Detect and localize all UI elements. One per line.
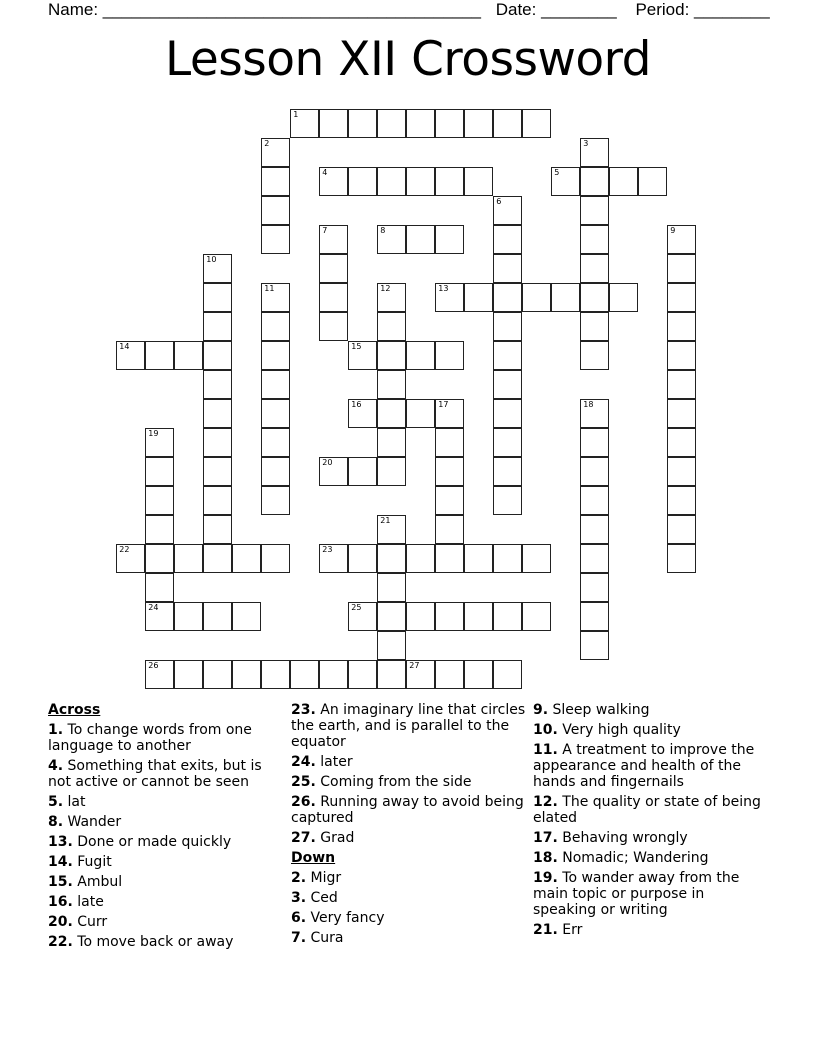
clue-number: 25 xyxy=(351,603,362,613)
grid-cell[interactable] xyxy=(406,544,435,573)
grid-cell[interactable] xyxy=(580,312,609,341)
clue-text: Coming from the side xyxy=(320,774,472,790)
clue-number: 12 xyxy=(380,284,391,294)
grid-cell[interactable] xyxy=(580,457,609,486)
across-clue xyxy=(48,874,288,890)
grid-cell[interactable] xyxy=(145,515,174,544)
clue-number: 22 xyxy=(119,545,130,555)
grid-cell[interactable] xyxy=(667,370,696,399)
across-clue xyxy=(48,834,288,850)
clue-text: Wander xyxy=(67,814,122,830)
period-field[interactable]: Period: ________ xyxy=(635,0,770,19)
grid-cell[interactable] xyxy=(638,167,667,196)
grid-cell[interactable] xyxy=(261,660,290,689)
clue-number-label: 8. xyxy=(48,814,64,830)
grid-cell[interactable] xyxy=(406,602,435,631)
grid-cell[interactable] xyxy=(580,544,609,573)
grid-cell[interactable] xyxy=(435,341,464,370)
clue-text: Migr xyxy=(310,870,342,886)
clue-number-label: 17. xyxy=(533,830,558,846)
clue-text: Nomadic; Wandering xyxy=(562,850,709,866)
grid-cell[interactable] xyxy=(319,312,348,341)
grid-cell[interactable] xyxy=(145,573,174,602)
grid-cell[interactable] xyxy=(464,544,493,573)
grid-cell[interactable] xyxy=(145,660,174,689)
clue-text: late xyxy=(77,894,104,910)
grid-cell[interactable] xyxy=(493,254,522,283)
clue-text: Ced xyxy=(310,890,338,906)
grid-cell[interactable] xyxy=(435,109,464,138)
grid-cell[interactable] xyxy=(580,283,609,312)
clue-text: An imaginary line that circles the earth, and is parallel to the equator xyxy=(291,702,526,750)
grid-cell[interactable] xyxy=(464,660,493,689)
grid-cell[interactable] xyxy=(580,515,609,544)
grid-cell[interactable] xyxy=(348,341,377,370)
clue-text: To wander away from the main topic or purpose in speaking or writing xyxy=(533,870,740,918)
grid-cell[interactable] xyxy=(348,399,377,428)
clue-text: Done or made quickly xyxy=(77,834,232,850)
clue-number-label: 22. xyxy=(48,934,73,950)
grid-cell[interactable] xyxy=(261,167,290,196)
grid-cell[interactable] xyxy=(667,428,696,457)
grid-cell[interactable] xyxy=(232,544,261,573)
clue-number-label: 2. xyxy=(291,870,307,886)
grid-cell[interactable] xyxy=(232,602,261,631)
grid-cell[interactable] xyxy=(493,341,522,370)
grid-cell[interactable] xyxy=(580,399,609,428)
grid-cell[interactable] xyxy=(203,399,232,428)
clue-text: Something that exits, but is not active or cannot be seen xyxy=(48,758,262,790)
grid-cell[interactable] xyxy=(377,573,406,602)
grid-cell[interactable] xyxy=(203,486,232,515)
across-clue xyxy=(48,914,288,930)
grid-cell[interactable] xyxy=(261,428,290,457)
grid-cell[interactable] xyxy=(377,631,406,660)
grid-cell[interactable] xyxy=(493,225,522,254)
grid-cell[interactable] xyxy=(116,341,145,370)
grid-cell[interactable] xyxy=(319,225,348,254)
grid-cell[interactable] xyxy=(348,457,377,486)
grid-cell[interactable] xyxy=(406,225,435,254)
across-clue xyxy=(291,774,531,790)
clue-number-label: 24. xyxy=(291,754,316,770)
grid-cell[interactable] xyxy=(377,515,406,544)
grid-cell[interactable] xyxy=(580,196,609,225)
grid-cell[interactable] xyxy=(377,602,406,631)
grid-cell[interactable] xyxy=(435,428,464,457)
grid-cell[interactable] xyxy=(406,109,435,138)
grid-cell[interactable] xyxy=(145,486,174,515)
worksheet-header xyxy=(48,0,774,20)
grid-cell[interactable] xyxy=(667,515,696,544)
clue-text: To change words from one language to another xyxy=(48,722,252,754)
clue-number: 9 xyxy=(670,226,676,236)
grid-cell[interactable] xyxy=(319,167,348,196)
clue-number: 26 xyxy=(148,661,159,671)
clue-number: 23 xyxy=(322,545,333,555)
clue-number: 4 xyxy=(322,168,328,178)
grid-cell[interactable] xyxy=(551,167,580,196)
across-clue xyxy=(48,934,288,950)
clue-number: 10 xyxy=(206,255,217,265)
grid-cell[interactable] xyxy=(464,109,493,138)
clue-number: 7 xyxy=(322,226,328,236)
clue-number: 11 xyxy=(264,284,275,294)
grid-cell[interactable] xyxy=(377,312,406,341)
clue-text: Curr xyxy=(77,914,108,930)
grid-cell[interactable] xyxy=(319,283,348,312)
clue-text: Cura xyxy=(310,930,344,946)
clue-text: To move back or away xyxy=(77,934,234,950)
grid-cell[interactable] xyxy=(464,283,493,312)
clue-text: Fugit xyxy=(77,854,112,870)
across-clue xyxy=(48,794,288,810)
down-clue xyxy=(291,870,531,886)
grid-cell[interactable] xyxy=(377,283,406,312)
grid-cell[interactable] xyxy=(290,109,319,138)
grid-cell[interactable] xyxy=(406,399,435,428)
clue-number-label: 14. xyxy=(48,854,73,870)
clue-number-label: 1. xyxy=(48,722,64,738)
grid-cell[interactable] xyxy=(406,167,435,196)
clue-number: 5 xyxy=(554,168,560,178)
grid-cell[interactable] xyxy=(348,602,377,631)
grid-cell[interactable] xyxy=(493,196,522,225)
grid-cell[interactable] xyxy=(493,457,522,486)
clue-number-label: 21. xyxy=(533,922,558,938)
clue-text: lat xyxy=(67,794,86,810)
grid-cell[interactable] xyxy=(580,486,609,515)
clue-number-label: 26. xyxy=(291,794,316,810)
grid-cell[interactable] xyxy=(377,544,406,573)
grid-cell[interactable] xyxy=(348,109,377,138)
grid-cell[interactable] xyxy=(435,399,464,428)
grid-cell[interactable] xyxy=(319,254,348,283)
grid-cell[interactable] xyxy=(406,660,435,689)
grid-cell[interactable] xyxy=(203,544,232,573)
grid-cell[interactable] xyxy=(261,138,290,167)
grid-cell[interactable] xyxy=(580,167,609,196)
clue-number-label: 25. xyxy=(291,774,316,790)
down-clue xyxy=(533,742,768,790)
across-clue xyxy=(48,854,288,870)
grid-cell[interactable] xyxy=(435,283,464,312)
grid-cell[interactable] xyxy=(290,660,319,689)
grid-cell[interactable] xyxy=(435,660,464,689)
grid-cell[interactable] xyxy=(493,109,522,138)
down-clue xyxy=(291,910,531,926)
grid-cell[interactable] xyxy=(319,457,348,486)
clue-text: Behaving wrongly xyxy=(562,830,688,846)
grid-cell[interactable] xyxy=(261,341,290,370)
grid-cell[interactable] xyxy=(261,225,290,254)
grid-cell[interactable] xyxy=(174,660,203,689)
clue-number-label: 11. xyxy=(533,742,558,758)
grid-cell[interactable] xyxy=(667,254,696,283)
grid-cell[interactable] xyxy=(203,428,232,457)
across-clue xyxy=(48,722,288,754)
across-clue xyxy=(48,814,288,830)
grid-cell[interactable] xyxy=(348,167,377,196)
clue-text: A treatment to improve the appearance and health of the hands and fingernails xyxy=(533,742,755,790)
clue-number-label: 13. xyxy=(48,834,73,850)
down-clue xyxy=(291,890,531,906)
grid-cell[interactable] xyxy=(667,341,696,370)
clue-number: 14 xyxy=(119,342,130,352)
clue-number-label: 12. xyxy=(533,794,558,810)
grid-cell[interactable] xyxy=(261,196,290,225)
grid-cell[interactable] xyxy=(580,428,609,457)
grid-cell[interactable] xyxy=(522,109,551,138)
grid-cell[interactable] xyxy=(464,602,493,631)
clue-number-label: 3. xyxy=(291,890,307,906)
clue-number: 21 xyxy=(380,516,391,526)
name-field[interactable]: Name: ________________________________________ xyxy=(48,0,481,19)
grid-cell[interactable] xyxy=(203,254,232,283)
down-clue xyxy=(533,830,768,846)
grid-cell[interactable] xyxy=(667,312,696,341)
clues-column-1 xyxy=(48,702,288,954)
grid-cell[interactable] xyxy=(145,544,174,573)
clue-number-label: 27. xyxy=(291,830,316,846)
grid-cell[interactable] xyxy=(348,660,377,689)
across-clue xyxy=(291,830,531,846)
clue-number-label: 6. xyxy=(291,910,307,926)
clue-number: 8 xyxy=(380,226,386,236)
grid-cell[interactable] xyxy=(667,283,696,312)
grid-cell[interactable] xyxy=(174,544,203,573)
grid-cell[interactable] xyxy=(377,341,406,370)
down-heading: Down xyxy=(291,850,336,866)
across-clue xyxy=(291,794,531,826)
clue-number-label: 9. xyxy=(533,702,549,718)
grid-cell[interactable] xyxy=(261,457,290,486)
grid-cell[interactable] xyxy=(377,225,406,254)
clue-text: Running away to avoid being captured xyxy=(291,794,524,826)
grid-cell[interactable] xyxy=(377,167,406,196)
clue-text: Very high quality xyxy=(562,722,681,738)
grid-cell[interactable] xyxy=(580,138,609,167)
clue-number: 19 xyxy=(148,429,159,439)
grid-cell[interactable] xyxy=(667,486,696,515)
grid-cell[interactable] xyxy=(232,660,261,689)
grid-cell[interactable] xyxy=(493,602,522,631)
clue-text: later xyxy=(320,754,353,770)
clues-column-3 xyxy=(533,702,768,942)
grid-cell[interactable] xyxy=(580,254,609,283)
grid-cell[interactable] xyxy=(145,457,174,486)
grid-cell[interactable] xyxy=(406,341,435,370)
grid-cell[interactable] xyxy=(522,544,551,573)
grid-cell[interactable] xyxy=(203,515,232,544)
grid-cell[interactable] xyxy=(493,660,522,689)
clue-number: 3 xyxy=(583,139,589,149)
across-clue xyxy=(291,754,531,770)
down-clue xyxy=(291,930,531,946)
grid-cell[interactable] xyxy=(493,399,522,428)
grid-cell[interactable] xyxy=(667,457,696,486)
clue-number: 24 xyxy=(148,603,159,613)
clue-number-label: 18. xyxy=(533,850,558,866)
grid-cell[interactable] xyxy=(435,457,464,486)
grid-cell[interactable] xyxy=(609,283,638,312)
grid-cell[interactable] xyxy=(580,631,609,660)
grid-cell[interactable] xyxy=(145,602,174,631)
grid-cell[interactable] xyxy=(667,225,696,254)
grid-cell[interactable] xyxy=(377,109,406,138)
grid-cell[interactable] xyxy=(580,573,609,602)
grid-cell[interactable] xyxy=(348,544,377,573)
crossword-grid xyxy=(117,110,717,710)
grid-cell[interactable] xyxy=(667,399,696,428)
grid-cell[interactable] xyxy=(377,457,406,486)
clue-number: 1 xyxy=(293,110,299,120)
grid-cell[interactable] xyxy=(261,312,290,341)
clue-number-label: 5. xyxy=(48,794,64,810)
grid-cell[interactable] xyxy=(377,399,406,428)
down-clue xyxy=(533,850,768,866)
grid-cell[interactable] xyxy=(377,370,406,399)
clue-number: 16 xyxy=(351,400,362,410)
grid-cell[interactable] xyxy=(493,486,522,515)
grid-cell[interactable] xyxy=(435,225,464,254)
grid-cell[interactable] xyxy=(580,602,609,631)
grid-cell[interactable] xyxy=(667,544,696,573)
grid-cell[interactable] xyxy=(174,341,203,370)
grid-cell[interactable] xyxy=(435,544,464,573)
grid-cell[interactable] xyxy=(203,602,232,631)
clues-column-2 xyxy=(291,702,531,950)
grid-cell[interactable] xyxy=(493,312,522,341)
clue-number: 13 xyxy=(438,284,449,294)
clue-text: Sleep walking xyxy=(552,702,650,718)
down-clue xyxy=(533,870,768,918)
clue-text: The quality or state of being elated xyxy=(533,794,761,826)
grid-cell[interactable] xyxy=(261,283,290,312)
clue-text: Very fancy xyxy=(310,910,385,926)
grid-cell[interactable] xyxy=(203,660,232,689)
grid-cell[interactable] xyxy=(261,370,290,399)
clue-number: 6 xyxy=(496,197,502,207)
grid-cell[interactable] xyxy=(493,428,522,457)
clue-number-label: 19. xyxy=(533,870,558,886)
clue-number: 27 xyxy=(409,661,420,671)
grid-cell[interactable] xyxy=(551,283,580,312)
clue-number-label: 16. xyxy=(48,894,73,910)
clue-number-label: 4. xyxy=(48,758,64,774)
clue-number-label: 20. xyxy=(48,914,73,930)
down-clue xyxy=(533,702,768,718)
date-field[interactable]: Date: ________ xyxy=(495,0,617,19)
grid-cell[interactable] xyxy=(116,544,145,573)
grid-cell[interactable] xyxy=(174,602,203,631)
clue-number-label: 10. xyxy=(533,722,558,738)
down-clue xyxy=(533,922,768,938)
grid-cell[interactable] xyxy=(435,486,464,515)
clue-text: Grad xyxy=(320,830,355,846)
grid-cell[interactable] xyxy=(609,167,638,196)
grid-cell[interactable] xyxy=(377,660,406,689)
grid-cell[interactable] xyxy=(493,544,522,573)
grid-cell[interactable] xyxy=(145,341,174,370)
grid-cell[interactable] xyxy=(203,312,232,341)
clue-number-label: 23. xyxy=(291,702,316,718)
page-title: Lesson XII Crossword xyxy=(165,32,651,87)
grid-cell[interactable] xyxy=(203,283,232,312)
grid-cell[interactable] xyxy=(203,457,232,486)
grid-cell[interactable] xyxy=(464,167,493,196)
grid-cell[interactable] xyxy=(203,370,232,399)
grid-cell[interactable] xyxy=(377,428,406,457)
across-heading: Across xyxy=(48,702,101,718)
grid-cell[interactable] xyxy=(522,283,551,312)
grid-cell[interactable] xyxy=(493,370,522,399)
grid-cell[interactable] xyxy=(319,109,348,138)
across-clue xyxy=(48,758,288,790)
down-clue xyxy=(533,794,768,826)
clue-number: 18 xyxy=(583,400,594,410)
clue-number: 20 xyxy=(322,458,333,468)
clue-text: Err xyxy=(562,922,583,938)
grid-cell[interactable] xyxy=(435,602,464,631)
grid-cell[interactable] xyxy=(493,283,522,312)
grid-cell[interactable] xyxy=(261,486,290,515)
grid-cell[interactable] xyxy=(435,515,464,544)
across-clue xyxy=(291,702,531,750)
grid-cell[interactable] xyxy=(319,660,348,689)
grid-cell[interactable] xyxy=(522,602,551,631)
clue-number-label: 15. xyxy=(48,874,73,890)
clue-number: 2 xyxy=(264,139,270,149)
grid-cell[interactable] xyxy=(319,544,348,573)
grid-cell[interactable] xyxy=(203,341,232,370)
grid-cell[interactable] xyxy=(145,428,174,457)
across-clue xyxy=(48,894,288,910)
clue-number: 17 xyxy=(438,400,449,410)
clue-text: Ambul xyxy=(77,874,123,890)
clue-number: 15 xyxy=(351,342,362,352)
grid-cell[interactable] xyxy=(580,225,609,254)
down-clue xyxy=(533,722,768,738)
grid-cell[interactable] xyxy=(261,399,290,428)
grid-cell[interactable] xyxy=(435,167,464,196)
grid-cell[interactable] xyxy=(580,341,609,370)
clue-number-label: 7. xyxy=(291,930,307,946)
grid-cell[interactable] xyxy=(261,544,290,573)
